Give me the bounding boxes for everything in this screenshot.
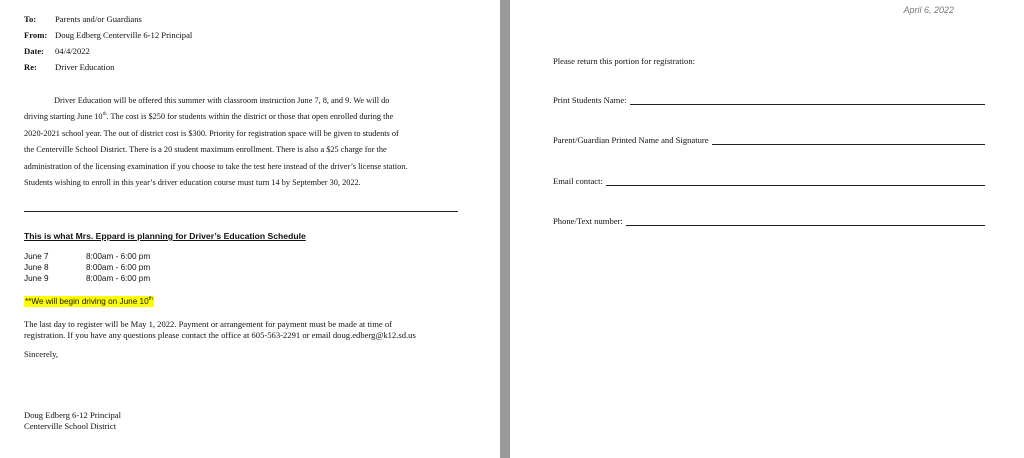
- body-paragraph: [24, 93, 464, 191]
- signature-school: Centerville School District: [24, 421, 117, 431]
- to-value: Parents and/or Guardians: [55, 14, 142, 24]
- to-line: [24, 14, 142, 24]
- email-line[interactable]: [606, 176, 985, 186]
- email-label: Email contact:: [553, 176, 603, 186]
- driving-start-note: **We will begin driving on June 10th: [25, 296, 153, 306]
- from-value: Doug Edberg Centerville 6-12 Principal: [55, 30, 193, 40]
- phone-label: Phone/Text number:: [553, 216, 623, 226]
- schedule-row: June 9 8:00am - 6:00 pm: [24, 274, 151, 283]
- re-line: [24, 62, 114, 72]
- parent-signature-label: Parent/Guardian Printed Name and Signature: [553, 135, 709, 145]
- to-label: To:: [24, 14, 37, 24]
- schedule-row: June 7 8:00am - 6:00 pm: [24, 252, 151, 261]
- closing-line: The last day to register will be May 1, 2022. Payment or arrangement for payment must be made at time of: [24, 319, 392, 329]
- sincerely: Sincerely,: [24, 349, 59, 359]
- date-label: Date:: [24, 46, 45, 56]
- parent-signature-field[interactable]: [553, 133, 985, 145]
- date-value: 04/4/2022: [55, 46, 90, 56]
- body-line: 2020-2021 school year. The out of district cost is $300. Priority for registration space will be given to students of: [24, 128, 399, 138]
- registration-page: [510, 0, 1024, 458]
- body-line: Driver Education will be offered this summer with classroom instruction June 7, 8, and 9. We will do: [54, 96, 390, 105]
- from-line: [24, 30, 192, 40]
- return-note: Please return this portion for registration:: [553, 56, 696, 66]
- closing-line: registration. If you have any questions please contact the office at 605-563-2291 or email doug.edberg@k12.sd.us: [24, 330, 416, 340]
- date-stamp: April 6, 2022: [903, 5, 954, 15]
- body-line: Students wishing to enroll in this year’s driver education course must turn 14 by September 30, 2022.: [24, 178, 361, 188]
- phone-line[interactable]: [626, 216, 985, 226]
- email-field[interactable]: [553, 174, 985, 186]
- parent-signature-line[interactable]: [712, 135, 985, 145]
- student-name-line[interactable]: [630, 95, 985, 105]
- date-line: [24, 46, 90, 56]
- schedule-title: This is what Mrs. Eppard is planning for Driver’s Education Schedule: [24, 231, 306, 241]
- body-line: administration of the licensing examination if you choose to take the test here instead of the driver’s license station.: [24, 161, 408, 171]
- schedule-row: June 8 8:00am - 6:00 pm: [24, 263, 151, 272]
- phone-field[interactable]: [553, 214, 985, 226]
- signature-name: Doug Edberg 6-12 Principal: [24, 410, 121, 420]
- student-name-field[interactable]: [553, 93, 985, 105]
- from-label: From:: [24, 30, 48, 40]
- re-label: Re:: [24, 62, 37, 72]
- page-divider: [500, 0, 510, 458]
- horizontal-rule: [24, 211, 458, 212]
- re-value: Driver Education: [55, 62, 115, 72]
- body-line: the Centerville School District. There is a 20 student maximum enrollment. There is also a $25 charge for the: [24, 145, 387, 155]
- student-name-label: Print Students Name:: [553, 95, 627, 105]
- letter-page: [0, 0, 500, 458]
- body-line: driving starting June 10th. The cost is $250 for students within the district or those that open enrolled during the: [24, 112, 394, 122]
